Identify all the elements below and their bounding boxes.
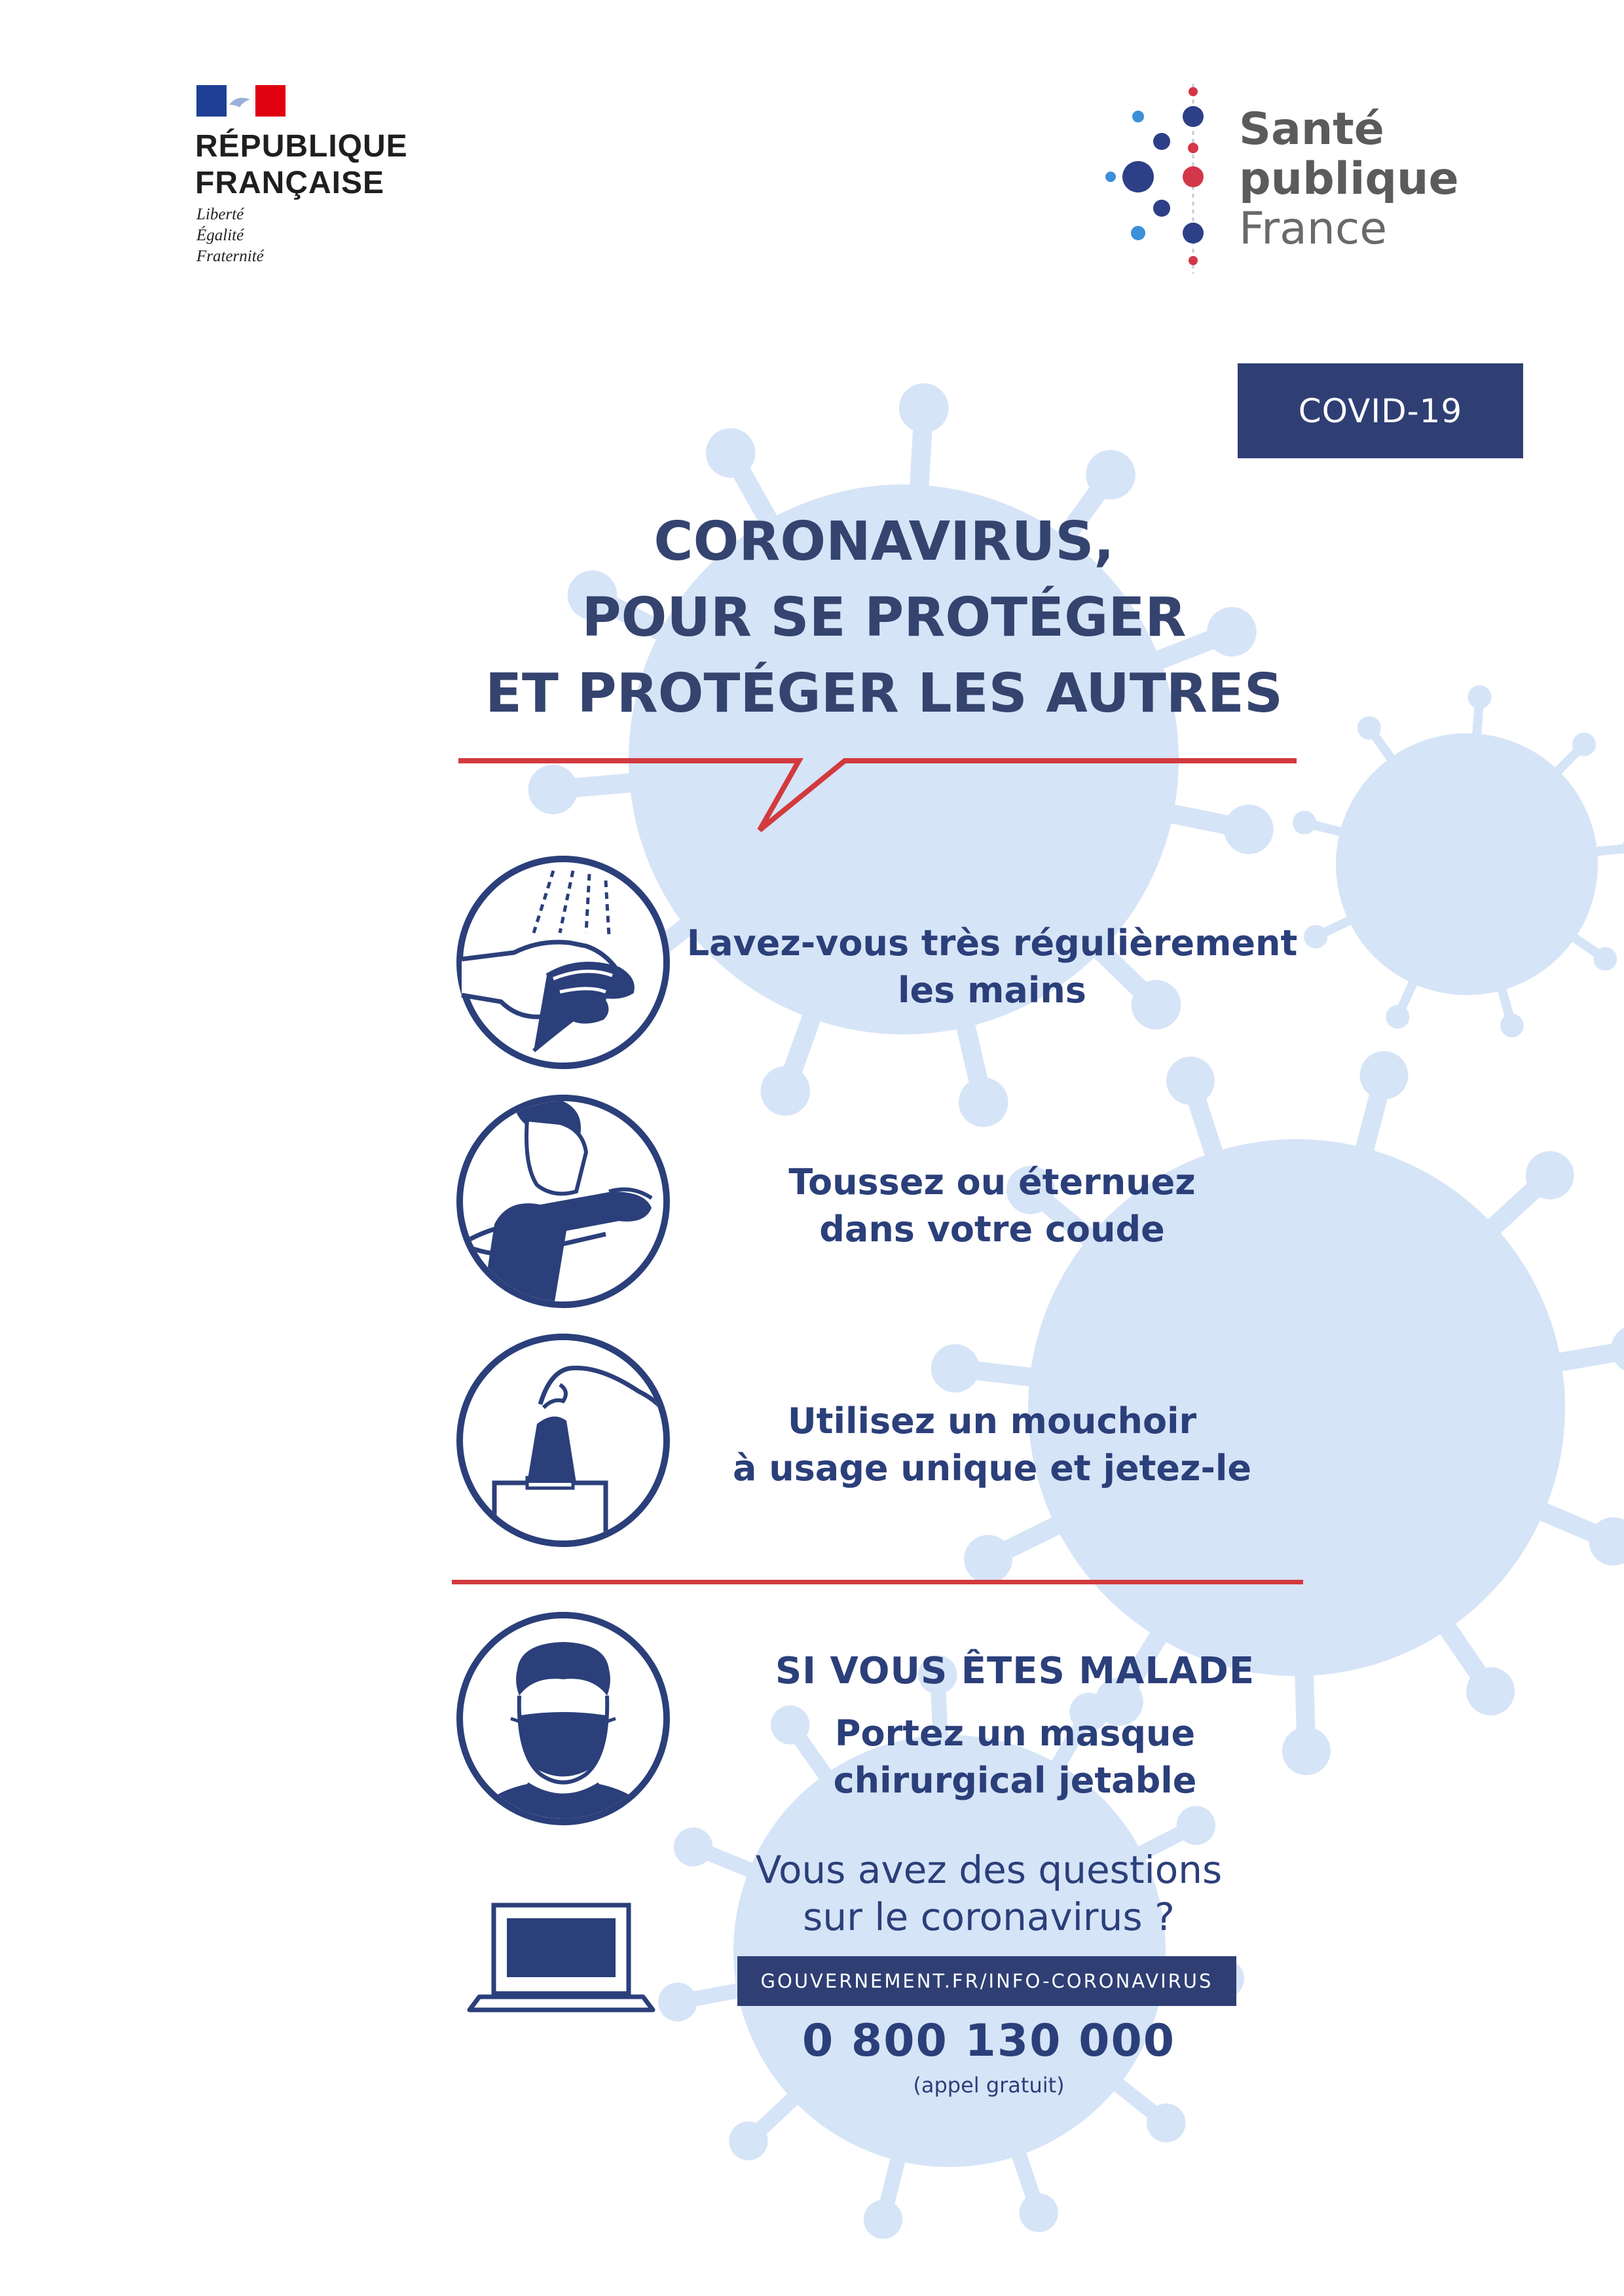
sick-line1: Portez un masque — [834, 1713, 1196, 1754]
questions-text — [681, 1846, 1297, 1941]
info-url-link[interactable]: GOUVERNEMENT.FR/INFO-CORONAVIRUS — [737, 1956, 1236, 2006]
spf-line3: France — [1239, 203, 1388, 255]
measure-3-text — [681, 1398, 1303, 1492]
spf-line2: publique — [1239, 153, 1459, 205]
sick-heading: SI VOUS ÊTES MALADE — [775, 1650, 1255, 1692]
measure-2-text — [681, 1159, 1303, 1253]
rf-title-line2: FRANÇAISE — [195, 166, 385, 200]
republique-francaise-flag-icon — [196, 85, 286, 117]
sante-publique-dots-icon — [1100, 84, 1211, 274]
questions-line1: Vous avez des questions — [755, 1848, 1223, 1892]
sick-text — [707, 1710, 1323, 1804]
hand-washing-icon — [455, 854, 671, 1070]
spf-line1: Santé — [1239, 103, 1384, 155]
measure-2-line2: dans votre coude — [819, 1209, 1165, 1250]
title-line2: POUR SE PROTÉGER — [581, 587, 1187, 649]
cough-elbow-icon — [455, 1093, 671, 1309]
rf-title-line1: RÉPUBLIQUE — [195, 129, 408, 164]
measure-3-line1: Utilisez un mouchoir — [787, 1400, 1197, 1442]
tissue-box-icon — [455, 1332, 671, 1548]
speech-bubble-underline — [452, 746, 1303, 838]
title-line3: ET PROTÉGER LES AUTRES — [485, 663, 1283, 725]
republique-motto — [196, 204, 393, 267]
phone-note: (appel gratuit) — [913, 2073, 1065, 2098]
phone-number[interactable]: 0 800 130 000 — [802, 2015, 1176, 2067]
measure-1-text — [681, 920, 1303, 1014]
virus-shape — [1293, 685, 1624, 1038]
motto-fraternite: Fraternité — [196, 247, 264, 265]
title-line1: CORONAVIRUS, — [654, 511, 1115, 573]
motto-liberte: Liberté — [196, 206, 244, 223]
measure-1-line1: Lavez-vous très régulièrement — [686, 922, 1298, 964]
section-divider — [452, 1580, 1303, 1584]
face-mask-icon — [455, 1611, 671, 1827]
measure-1-line2: les mains — [898, 970, 1086, 1011]
covid-19-badge: COVID-19 — [1238, 363, 1523, 458]
main-title — [393, 504, 1375, 732]
republique-francaise-title — [195, 128, 470, 202]
sante-publique-france-wordmark — [1239, 105, 1527, 254]
measure-2-line1: Toussez ou éternuez — [788, 1161, 1196, 1203]
laptop-icon — [466, 1899, 656, 2016]
motto-egalite: Égalité — [196, 227, 244, 244]
measure-3-line2: à usage unique et jetez-le — [732, 1448, 1252, 1489]
sick-line2: chirurgical jetable — [833, 1760, 1197, 1801]
questions-line2: sur le coronavirus ? — [803, 1895, 1175, 1939]
